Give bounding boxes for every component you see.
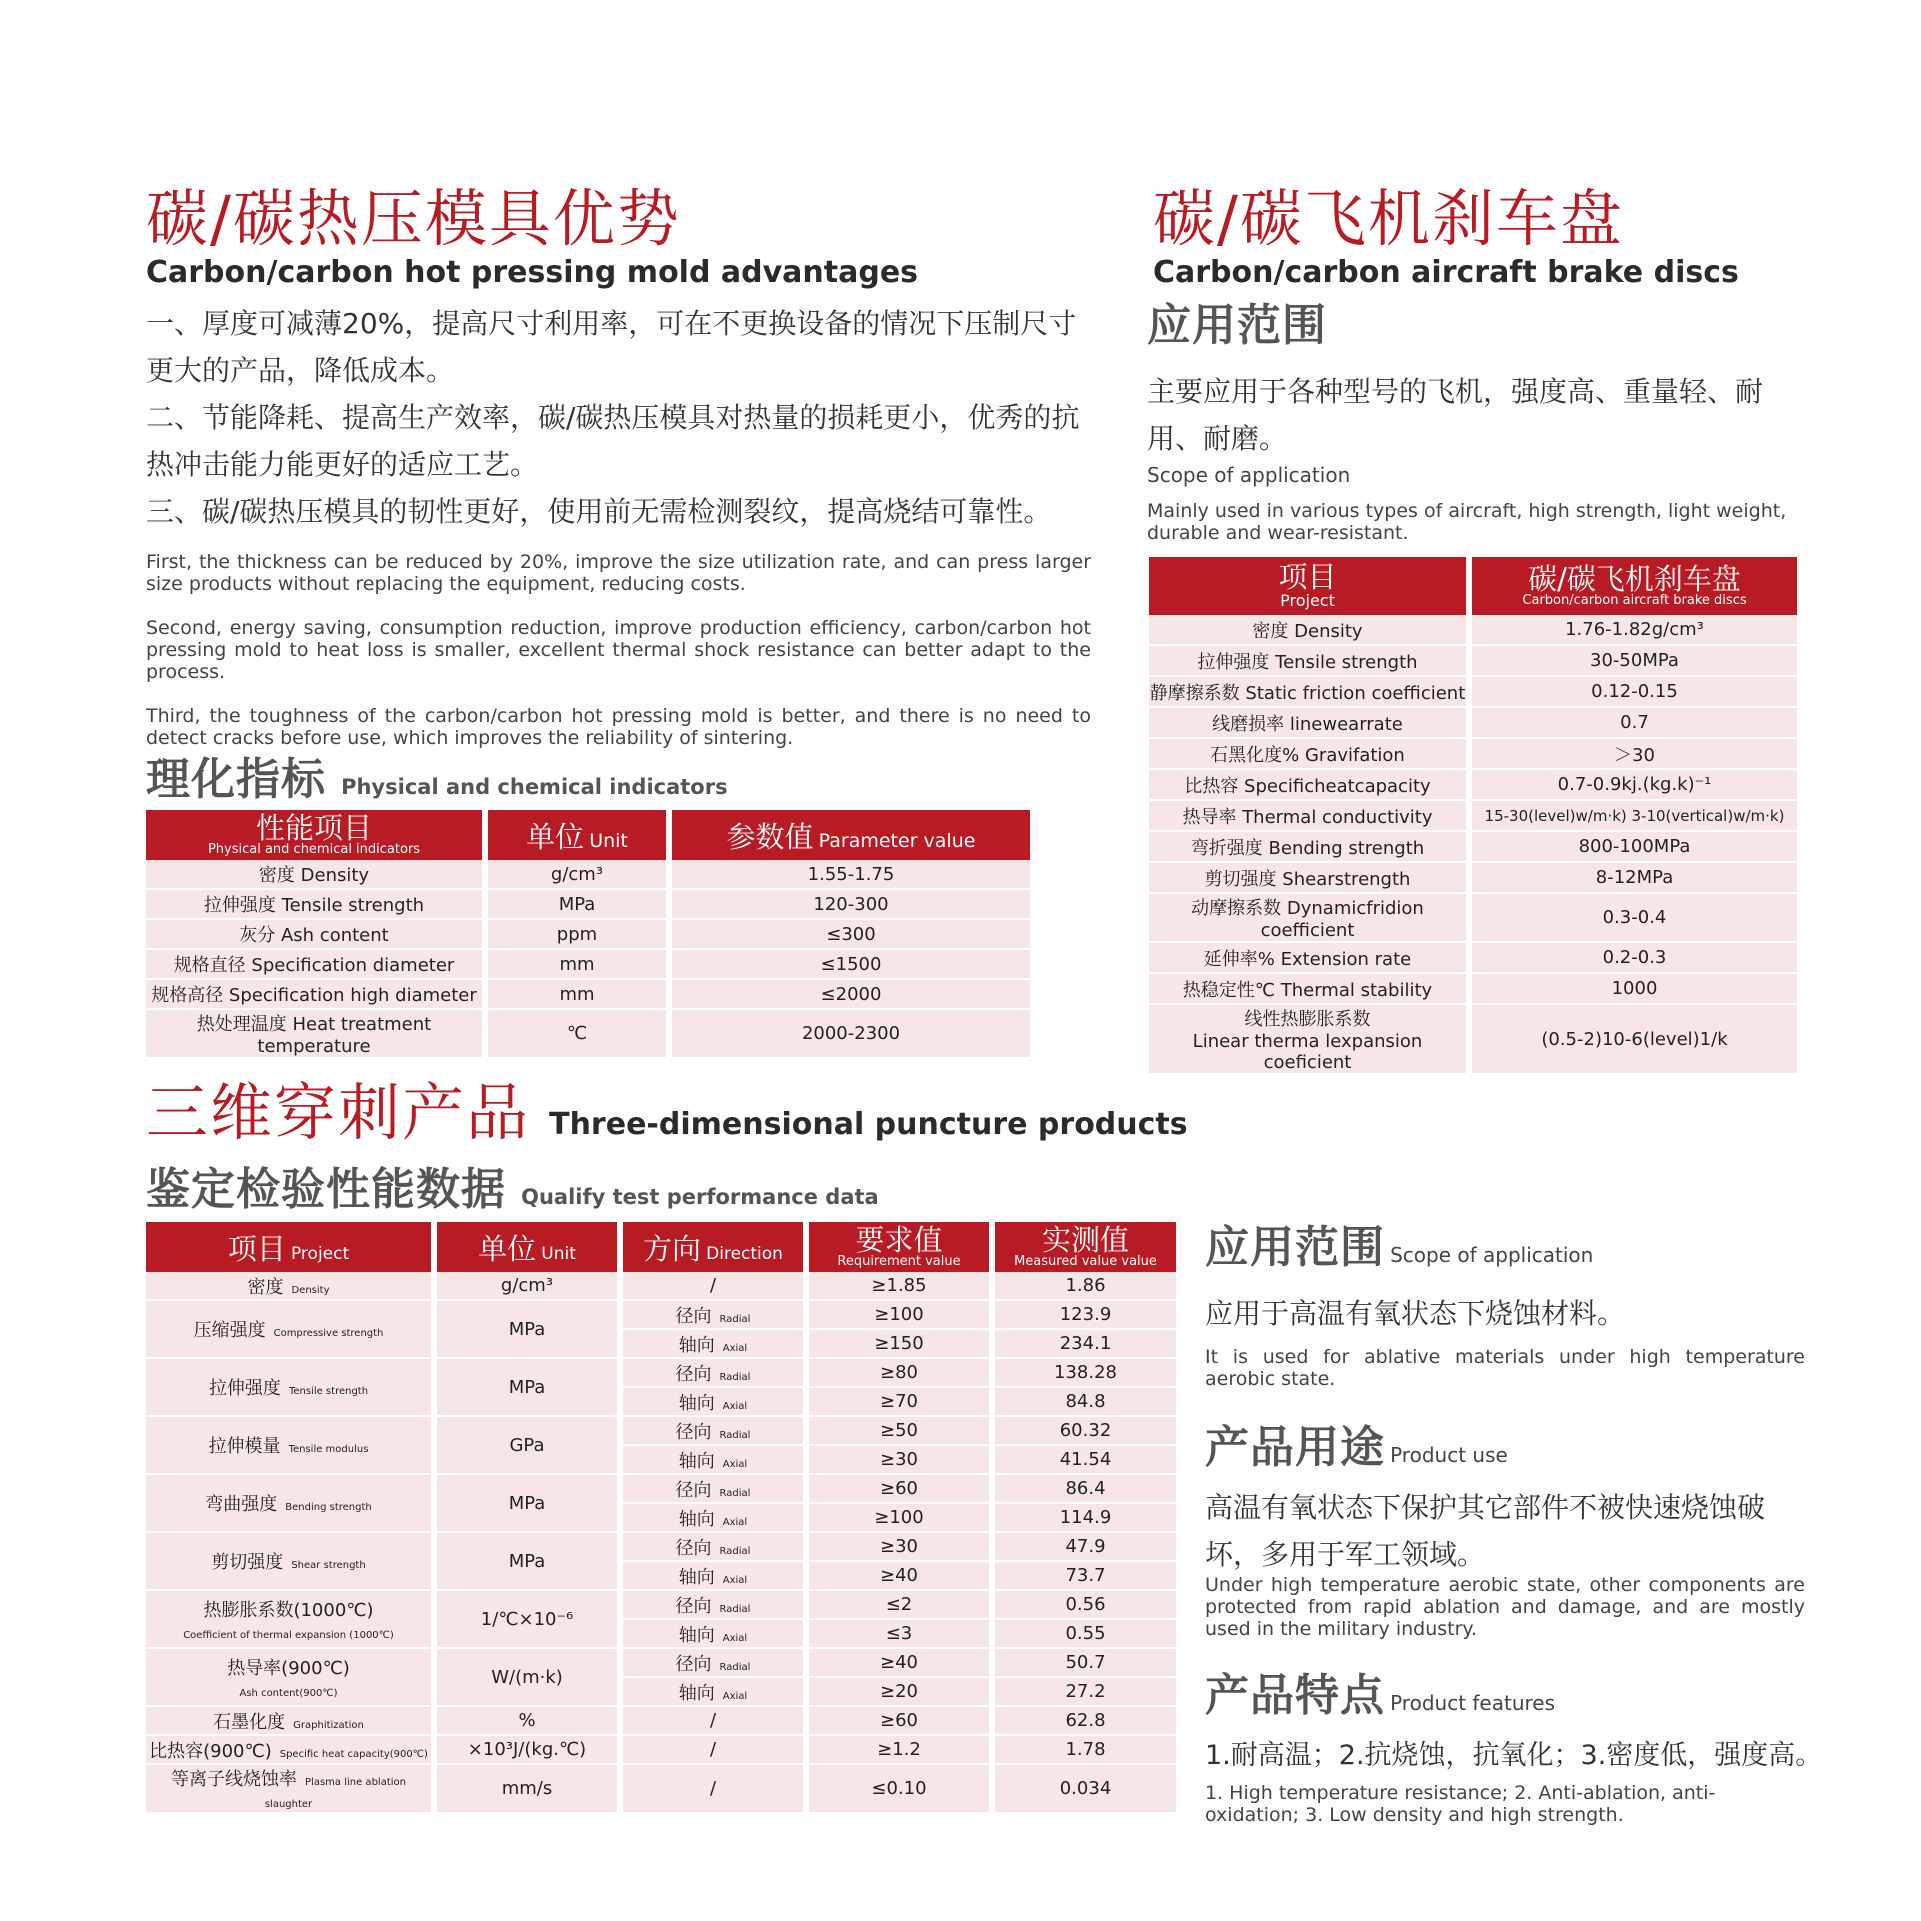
brake-scope-cn: 主要应用于各种型号的飞机，强度高、重量轻、耐用、耐磨。 — [1147, 375, 1764, 455]
table-row: 拉伸强度 Tensile strength MPa 径向 Radial ≥80 138.28 — [146, 1359, 1176, 1388]
col-header-project: 项目 Project — [146, 1222, 431, 1272]
table-row: 热导率 Thermal conductivity 15-30(level)w/m·k) 3-10(vertical)w/m·k) — [1149, 801, 1797, 832]
table-row: 石黑化度% Gravifation ＞30 — [1149, 739, 1797, 770]
product-features-title-cn: 产品特点 — [1205, 1670, 1385, 1721]
product-features-en: 1. High temperature resistance; 2. Anti-ablation, anti-oxidation; 3. Low density and high strength. — [1205, 1782, 1716, 1826]
indicators-title-en: Physical and chemical indicators — [341, 775, 728, 799]
qualify-title-en: Qualify test performance data — [521, 1185, 879, 1209]
table-row: 轴向 Axial ≥150 234.1 — [146, 1330, 1176, 1359]
table-row: 轴向 Axial ≥40 73.7 — [146, 1562, 1176, 1591]
table-row: 轴向 Axial ≥20 27.2 — [146, 1678, 1176, 1707]
product-use-title-cn: 产品用途 — [1205, 1422, 1385, 1473]
advantage-en-3: Third, the toughness of the carbon/carbon hot pressing mold is better, and there is no need to detect cracks before use, which improves the reliability of sintering. — [146, 705, 1091, 749]
table-row: 压缩强度 Compressive strength MPa 径向 Radial ≥100 123.9 — [146, 1301, 1176, 1330]
table-row: 动摩擦系数 Dynamicfridion coefficient 0.3-0.4 — [1149, 894, 1797, 943]
hot-pressing-title-en: Carbon/carbon hot pressing mold advantages — [146, 255, 919, 290]
indicators-table — [140, 810, 1036, 1059]
col-header-unit: 单位 Unit — [488, 810, 666, 860]
table-row: 拉伸强度 Tensile strength MPa 120-300 — [146, 890, 1030, 920]
puncture-scope-title-cn: 应用范围 — [1205, 1222, 1385, 1273]
hot-pressing-title-cn: 碳/碳热压模具优势 — [146, 182, 681, 255]
table-row: 弯曲强度 Bending strength MPa 径向 Radial ≥60 86.4 — [146, 1475, 1176, 1504]
col-header-measured: 实测值 Measured value value — [995, 1222, 1176, 1272]
brake-scope-title-en: Scope of application — [1147, 463, 1351, 487]
table-row: 比热容(900℃) Specific heat capacity(900℃) ×10³J/(kg.℃) / ≥1.2 1.78 — [146, 1736, 1176, 1765]
table-row: 延伸率% Extension rate 0.2-0.3 — [1149, 943, 1797, 974]
table-row: 线磨损率 linewearrate 0.7 — [1149, 708, 1797, 739]
table-row: 静摩擦系数 Static friction coefficient 0.12-0.15 — [1149, 677, 1797, 708]
brake-scope-title-cn: 应用范围 — [1147, 300, 1327, 351]
table-row: 密度 Density g/cm³ 1.55-1.75 — [146, 860, 1030, 890]
puncture-title-cn: 三维穿刺产品 — [146, 1076, 531, 1149]
col-header-direction: 方向 Direction — [623, 1222, 803, 1272]
product-use-heading — [1205, 1422, 1508, 1473]
table-row: 拉伸模量 Tensile modulus GPa 径向 Radial ≥50 60.32 — [146, 1417, 1176, 1446]
puncture-scope-en: It is used for ablative materials under high temperature aerobic state. — [1205, 1346, 1805, 1390]
table-row: 拉伸强度 Tensile strength 30-50MPa — [1149, 646, 1797, 677]
table-row: 规格直径 Specification diameter mm ≤1500 — [146, 950, 1030, 980]
table-row: 石墨化度 Graphitization % / ≥60 62.8 — [146, 1707, 1176, 1736]
brake-discs-title-cn: 碳/碳飞机刹车盘 — [1153, 182, 1624, 255]
table-row: 比热容 Specificheatcapacity 0.7-0.9kj.(kg.k)⁻¹ — [1149, 770, 1797, 801]
table-row: 轴向 Axial ≥70 84.8 — [146, 1388, 1176, 1417]
advantages-en — [146, 551, 1091, 749]
advantage-en-1: First, the thickness can be reduced by 20%, improve the size utilization rate, and can press larger size products without replacing the equipment, reducing costs. — [146, 551, 1091, 595]
table-row: 密度 Density g/cm³ / ≥1.85 1.86 — [146, 1272, 1176, 1301]
col-header-requirement: 要求值 Requirement value — [809, 1222, 989, 1272]
brake-discs-title-en: Carbon/carbon aircraft brake discs — [1153, 255, 1739, 290]
table-row: 热稳定性℃ Thermal stability 1000 — [1149, 974, 1797, 1005]
puncture-scope-heading — [1205, 1222, 1594, 1273]
product-use-en: Under high temperature aerobic state, other components are protected from rapid ablation and damage, and are mostly used in the military industry. — [1205, 1574, 1805, 1640]
table-row: 等离子线烧蚀率 Plasma line ablation slaughter mm/s / ≤0.10 0.034 — [146, 1765, 1176, 1814]
product-features-heading — [1205, 1670, 1556, 1721]
advantage-en-2: Second, energy saving, consumption reduction, improve production efficiency, carbon/carbon hot pressing mold to heat loss is smaller, excellent thermal shock resistance can better adapt to the process. — [146, 617, 1091, 683]
qualify-table — [140, 1222, 1182, 1814]
product-features-title-en: Product features — [1390, 1691, 1556, 1715]
product-use-title-en: Product use — [1390, 1443, 1508, 1467]
table-row: 热处理温度 Heat treatment temperature ℃ 2000-2300 — [146, 1010, 1030, 1059]
puncture-heading — [146, 1076, 1188, 1149]
col-header-project: 项目 Project — [1149, 557, 1466, 615]
table-row: 规格高径 Specification high diameter mm ≤2000 — [146, 980, 1030, 1010]
product-use-cn: 高温有氧状态下保护其它部件不被快速烧蚀破坏，多用于军工领域。 — [1205, 1491, 1766, 1571]
table-row: 灰分 Ash content ppm ≤300 — [146, 920, 1030, 950]
table-row: 轴向 Axial ≥100 114.9 — [146, 1504, 1176, 1533]
qualify-title-cn: 鉴定检验性能数据 — [146, 1164, 506, 1215]
qualify-table-body — [146, 1272, 1176, 1814]
brake-discs-table — [1143, 557, 1803, 1075]
indicators-heading — [146, 754, 728, 805]
advantage-cn-3: 三、碳/碳热压模具的韧性更好，使用前无需检测裂纹，提高烧结可靠性。 — [146, 495, 1052, 528]
table-row: 剪切强度 Shear strength MPa 径向 Radial ≥30 47.9 — [146, 1533, 1176, 1562]
advantage-cn-1: 一、厚度可减薄20%，提高尺寸利用率，可在不更换设备的情况下压制尺寸更大的产品，降低成本。 — [146, 307, 1077, 387]
col-header-parameter: 参数值 Parameter value — [672, 810, 1030, 860]
table-row: 密度 Density 1.76-1.82g/cm³ — [1149, 615, 1797, 646]
advantage-cn-2: 二、节能降耗、提高生产效率，碳/碳热压模具对热量的损耗更小，优秀的抗热冲击能力能更好的适应工艺。 — [146, 401, 1080, 481]
table-row: 热导率(900℃) Ash content(900℃) W/(m·k) 径向 Radial ≥40 50.7 — [146, 1649, 1176, 1678]
puncture-scope-cn: 应用于高温有氧状态下烧蚀材料。 — [1205, 1297, 1626, 1330]
col-header-property: 性能项目 Physical and chemical indicators — [146, 810, 482, 860]
table-row: 弯折强度 Bending strength 800-100MPa — [1149, 832, 1797, 863]
table-row: 轴向 Axial ≤3 0.55 — [146, 1620, 1176, 1649]
table-row: 轴向 Axial ≥30 41.54 — [146, 1446, 1176, 1475]
table-row: 热膨胀系数(1000℃) Coefficient of thermal expansion (1000℃) 1/℃×10⁻⁶ 径向 Radial ≤2 0.56 — [146, 1591, 1176, 1620]
col-header-unit: 单位 Unit — [437, 1222, 617, 1272]
table-row: 剪切强度 Shearstrength 8-12MPa — [1149, 863, 1797, 894]
indicators-title-cn: 理化指标 — [146, 754, 326, 805]
brake-scope-en: Mainly used in various types of aircraft, high strength, light weight, durable and wear-resistant. — [1147, 500, 1787, 544]
product-features-cn: 1.耐高温；2.抗烧蚀，抗氧化；3.密度低，强度高。 — [1205, 1740, 1823, 1771]
puncture-scope-title-en: Scope of application — [1390, 1243, 1594, 1267]
qualify-heading — [146, 1164, 879, 1215]
puncture-title-en: Three-dimensional puncture products — [549, 1107, 1188, 1142]
advantages-cn — [146, 300, 1081, 535]
table-row: 线性热膨胀系数 Linear therma lexpansion coeficient (0.5-2)10-6(level)1/k — [1149, 1005, 1797, 1075]
col-header-brake-discs: 碳/碳飞机刹车盘 Carbon/carbon aircraft brake discs — [1472, 557, 1797, 615]
